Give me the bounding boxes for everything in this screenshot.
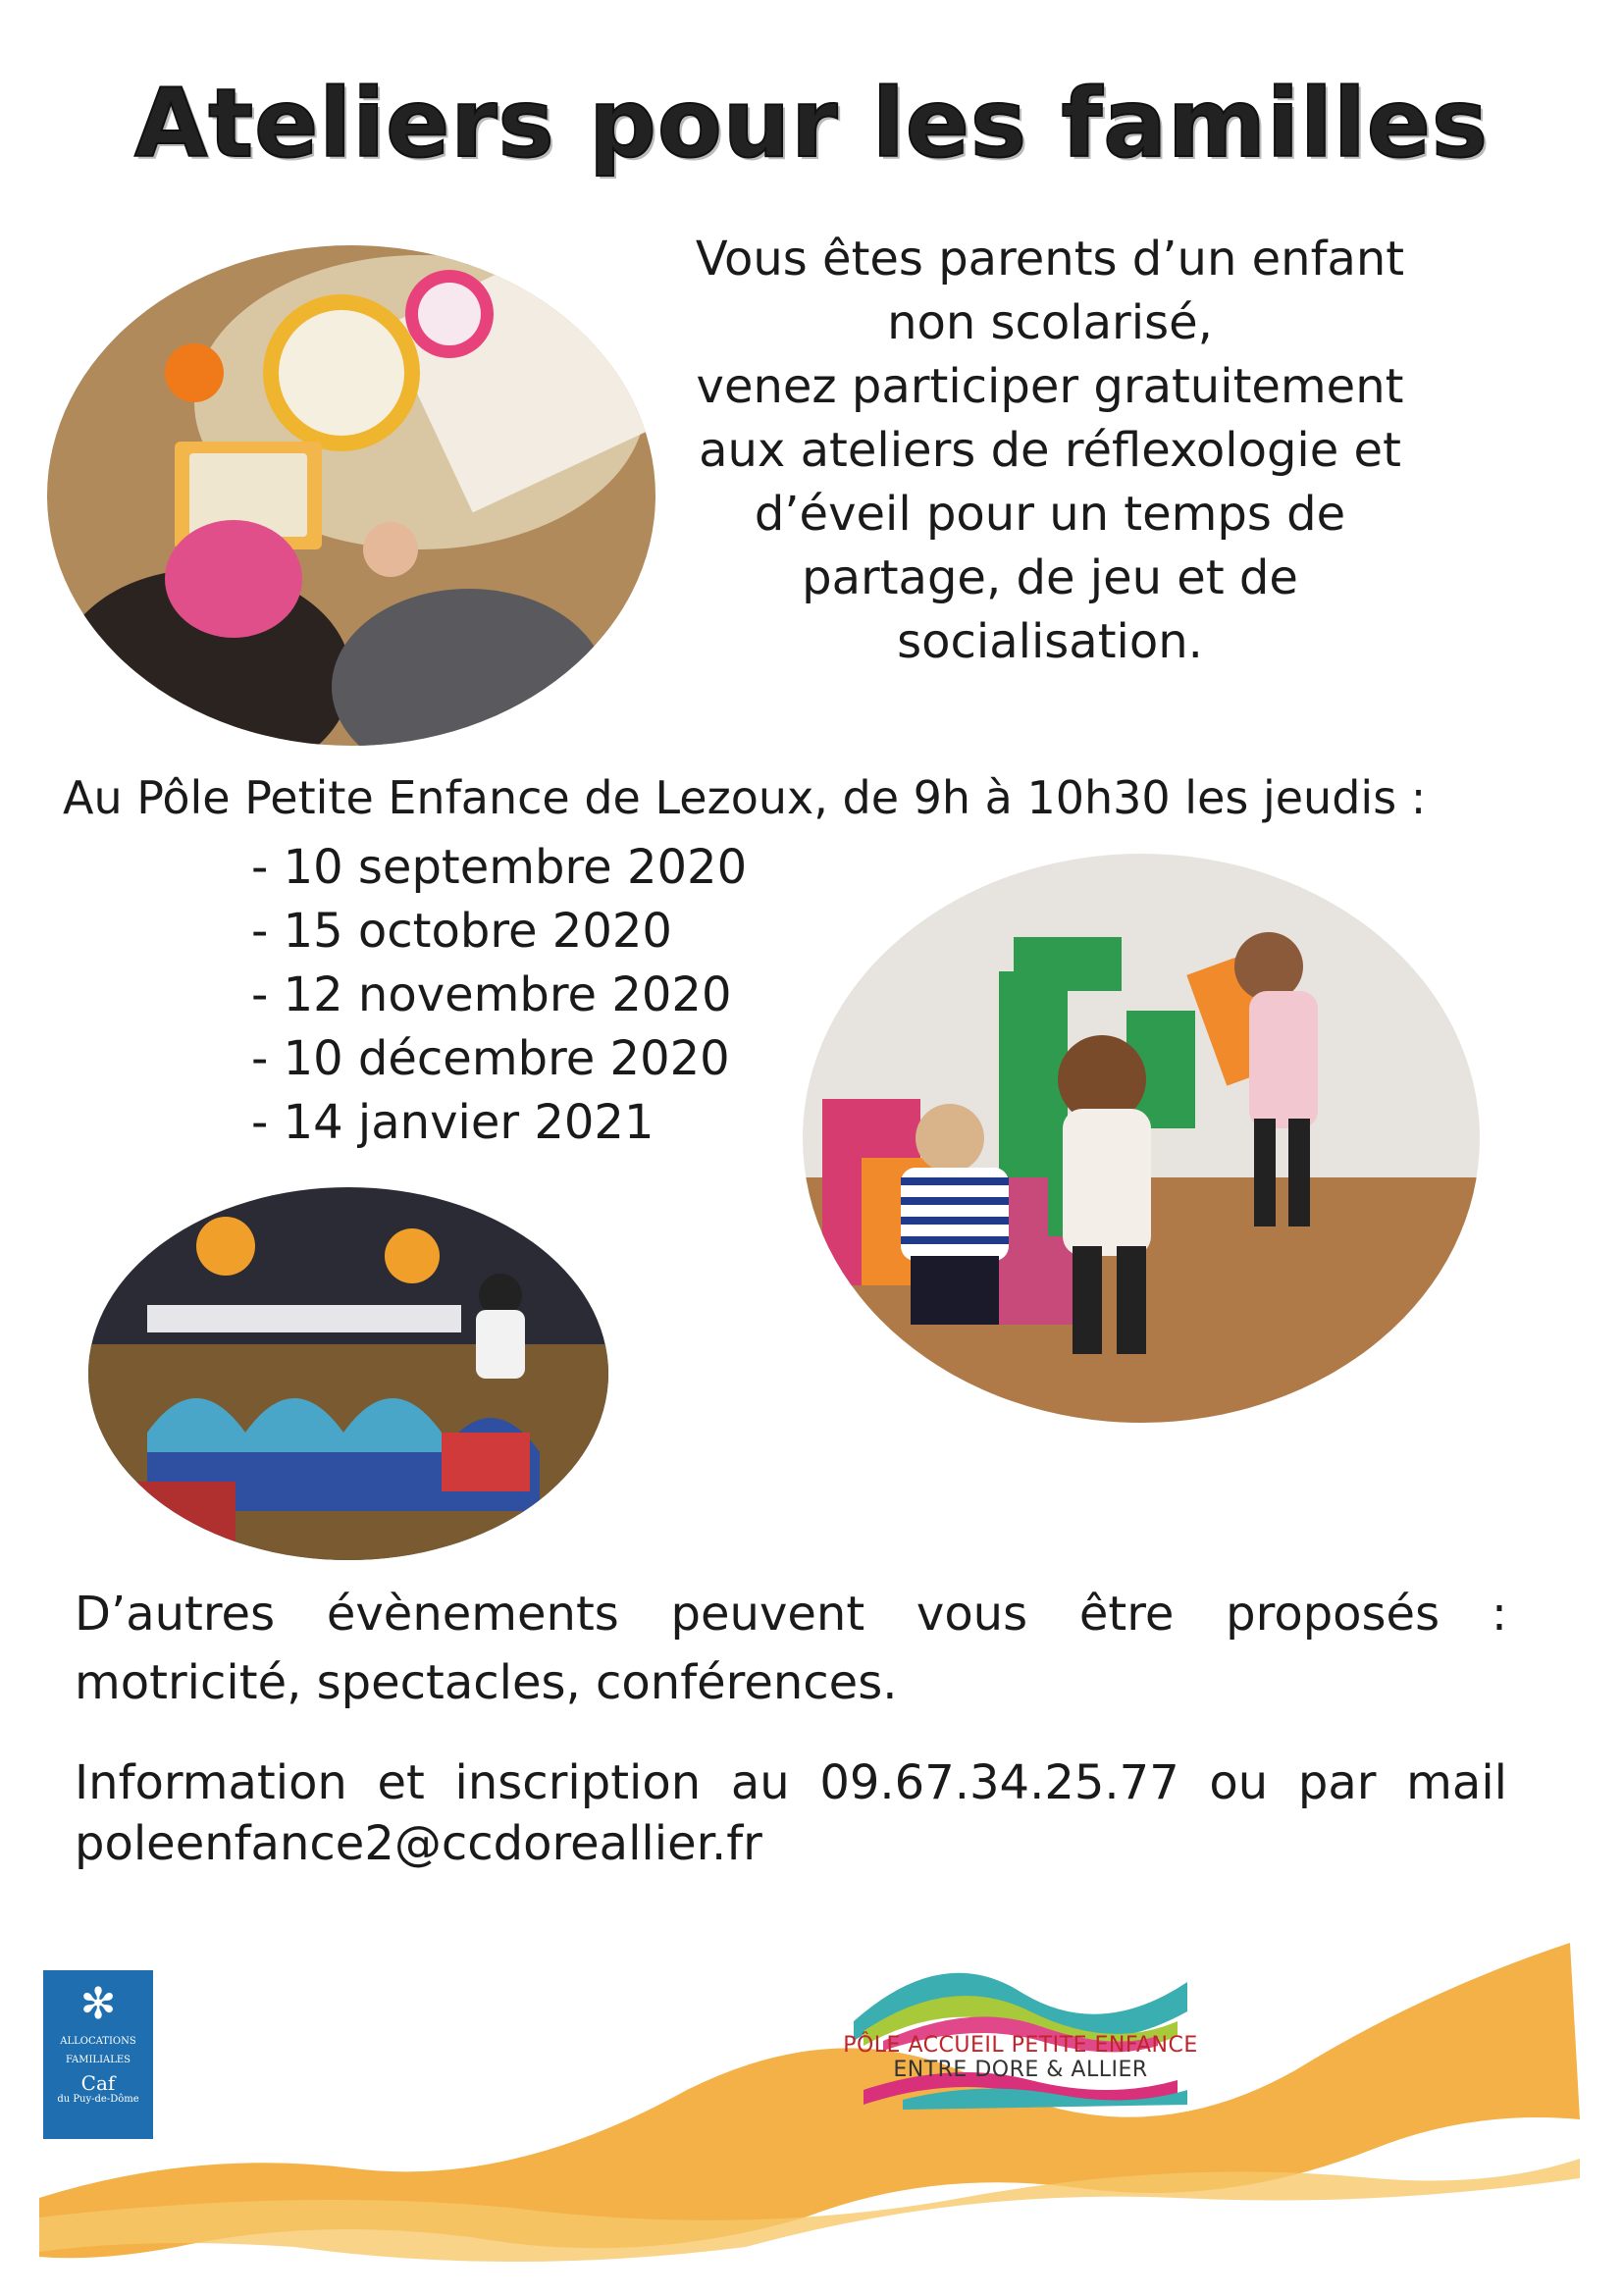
photo-baking-activity (47, 245, 655, 746)
intro-line: partage, de jeu et de (802, 550, 1298, 605)
caf-line2: FAMILIALES (65, 2055, 131, 2065)
footer-waves (0, 1923, 1623, 2296)
intro-line: Vous êtes parents d’un enfant (695, 232, 1405, 287)
date-item: - 15 octobre 2020 (251, 904, 672, 959)
contact-email: poleenfance2@ccdoreallier.fr (75, 1816, 762, 1871)
caf-name: Caf (80, 2071, 116, 2095)
date-item: - 12 novembre 2020 (251, 967, 732, 1022)
intro-line: aux ateliers de réflexologie et (699, 423, 1401, 478)
date-item: - 14 janvier 2021 (251, 1095, 654, 1150)
caf-line1: ALLOCATIONS (60, 2036, 136, 2047)
venue-schedule: Au Pôle Petite Enfance de Lezoux, de 9h à 10h30 les jeudis : (63, 771, 1427, 824)
intro-text (648, 228, 1452, 674)
contact-info (75, 1752, 1507, 1874)
other-events-line: D’autres évènements peuvent vous être proposés : (75, 1587, 1507, 1642)
date-item: - 10 septembre 2020 (251, 840, 748, 895)
caf-logo (43, 1970, 153, 2139)
intro-line: d’éveil pour un temps de (754, 487, 1346, 542)
page-title: Ateliers pour les familles (133, 69, 1490, 179)
intro-line: venez participer gratuitement (696, 359, 1404, 414)
pole-logo-line1: PÔLE ACCUEIL PETITE ENFANCE (843, 2033, 1198, 2058)
family-icon: ✻ (79, 1979, 117, 2029)
other-events-line: motricité, spectacles, conférences. (75, 1655, 898, 1710)
contact-line: Information et inscription au 09.67.34.25.77 ou par mail (75, 1755, 1507, 1810)
pole-logo-text (824, 2033, 1217, 2082)
pole-logo-line2: ENTRE DORE & ALLIER (893, 2058, 1148, 2082)
other-events (75, 1580, 1507, 1717)
dates-list (251, 836, 747, 1155)
photo-blocks-play (803, 854, 1480, 1423)
caf-dept: du Puy-de-Dôme (57, 2094, 139, 2105)
intro-line: socialisation. (897, 614, 1203, 669)
intro-line: non scolarisé, (887, 295, 1213, 350)
date-item: - 10 décembre 2020 (251, 1031, 730, 1086)
photo-motricity (88, 1187, 608, 1560)
